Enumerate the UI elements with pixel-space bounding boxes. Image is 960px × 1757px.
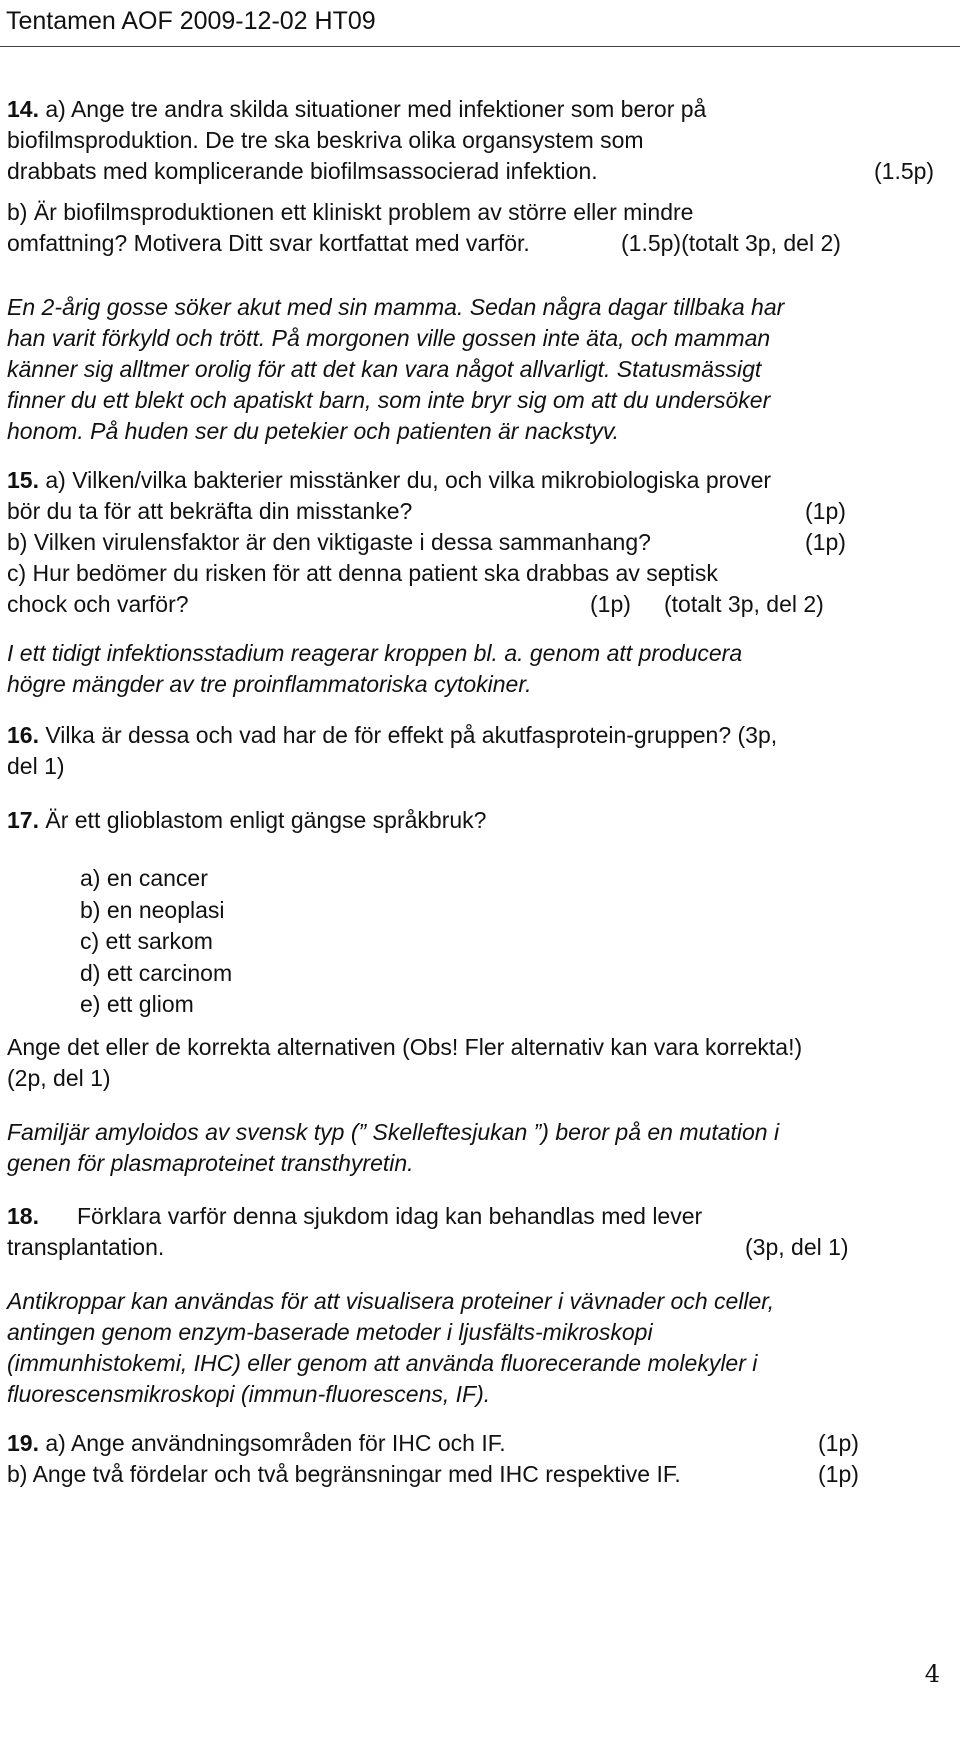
instruction-text: (2p, del 1) bbox=[7, 1065, 111, 1091]
question-number: 19. bbox=[7, 1430, 39, 1456]
total-points: (totalt 3p, del 2) bbox=[664, 591, 824, 617]
option-c: c) ett sarkom bbox=[80, 928, 213, 954]
case-line: han varit förkyld och trött. På morgonen ville gossen inte äta, och mamman bbox=[7, 325, 771, 351]
question-number: 16. bbox=[7, 722, 39, 748]
case-line: högre mängder av tre proinflammatoriska cytokiner. bbox=[7, 671, 532, 697]
question-text: Vilka är dessa och vad har de för effekt på akutfasprotein-gruppen? (3p, bbox=[38, 722, 778, 748]
answer-options bbox=[80, 863, 232, 1021]
question-text: del 1) bbox=[7, 753, 65, 779]
case-line: (immunhistokemi, IHC) eller genom att använda fluorecerande molekyler i bbox=[7, 1350, 758, 1376]
points: (1p) bbox=[590, 591, 631, 617]
case-text-1 bbox=[7, 292, 955, 447]
question-text: a) Vilken/vilka bakterier misstänker du, och vilka mikrobiologiska prover bbox=[38, 467, 772, 493]
question-17 bbox=[7, 805, 955, 836]
question-text: b) Vilken virulensfaktor är den viktigaste i dessa sammanhang? bbox=[7, 529, 651, 555]
question-text: Förklara varför denna sjukdom idag kan behandlas med lever bbox=[77, 1203, 703, 1229]
question-text: c) Hur bedömer du risken för att denna patient ska drabbas av septisk bbox=[7, 560, 718, 586]
question-text: transplantation. bbox=[7, 1234, 165, 1260]
case-line: I ett tidigt infektionsstadium reagerar kroppen bl. a. genom att producera bbox=[7, 640, 743, 666]
case-line: Antikroppar kan användas för att visualisera proteiner i vävnader och celler, bbox=[7, 1288, 775, 1314]
question-text: a) Ange tre andra skilda situationer med infektioner som beror på bbox=[38, 96, 707, 122]
points: (1p) bbox=[818, 1430, 859, 1456]
question-number: 14. bbox=[7, 96, 39, 122]
question-text: bör du ta för att bekräfta din misstanke? bbox=[7, 498, 413, 524]
case-line: honom. På huden ser du petekier och patienten är nackstyv. bbox=[7, 418, 620, 444]
case-line: Familjär amyloidos av svensk typ (” Skelleftesjukan ”) beror på en mutation i bbox=[7, 1119, 780, 1145]
points: (1.5p)(totalt 3p, del 2) bbox=[621, 230, 841, 256]
option-e: e) ett gliom bbox=[80, 991, 194, 1017]
case-line: finner du ett blekt och apatiskt barn, som inte bryr sig om att du undersöker bbox=[7, 387, 771, 413]
question-text: a) Ange användningsområden för IHC och IF. bbox=[38, 1430, 506, 1456]
question-number: 17. bbox=[7, 807, 39, 833]
page-header bbox=[0, 0, 960, 50]
case-text-2 bbox=[7, 638, 955, 700]
document-title: Tentamen AOF 2009-12-02 HT09 bbox=[6, 7, 376, 35]
question-text: drabbats med komplicerande biofilmsassocierad infektion. bbox=[7, 158, 598, 184]
question-16 bbox=[7, 720, 955, 782]
option-b: b) en neoplasi bbox=[80, 896, 225, 923]
question-text: Är ett glioblastom enligt gängse språkbruk? bbox=[38, 807, 487, 833]
header-rule bbox=[0, 46, 960, 47]
question-14 bbox=[7, 94, 955, 259]
case-line: antingen genom enzym-baserade metoder i ljusfälts-mikroskopi bbox=[7, 1319, 653, 1345]
page-number: 4 bbox=[924, 1660, 940, 1688]
case-text-3 bbox=[7, 1117, 955, 1179]
question-15 bbox=[7, 465, 955, 620]
question-number: 15. bbox=[7, 467, 39, 493]
question-number: 18. bbox=[7, 1203, 39, 1229]
question-18 bbox=[7, 1201, 955, 1263]
case-line: fluorescensmikroskopi (immun-fluorescens, IF). bbox=[7, 1381, 491, 1407]
question-text: biofilmsproduktion. De tre ska beskriva olika organsystem som bbox=[7, 127, 644, 153]
question-17-instruction bbox=[7, 1032, 955, 1094]
question-text: chock och varför? bbox=[7, 591, 189, 617]
points: (1p) bbox=[805, 529, 846, 555]
points: (3p, del 1) bbox=[745, 1234, 849, 1260]
case-line: En 2-årig gosse söker akut med sin mamma. Sedan några dagar tillbaka har bbox=[7, 294, 785, 320]
question-text: omfattning? Motivera Ditt svar kortfattat med varför. bbox=[7, 230, 530, 256]
instruction-text: Ange det eller de korrekta alternativen (Obs! Fler alternativ kan vara korrekta!) bbox=[7, 1034, 803, 1060]
case-line: genen för plasmaproteinet transthyretin. bbox=[7, 1150, 414, 1176]
points: (1p) bbox=[805, 498, 846, 524]
question-19 bbox=[7, 1428, 955, 1490]
question-text: b) Ange två fördelar och två begränsningar med IHC respektive IF. bbox=[7, 1461, 681, 1487]
case-text-4 bbox=[7, 1286, 955, 1410]
option-a: a) en cancer bbox=[80, 865, 208, 891]
question-text: b) Är biofilmsproduktionen ett kliniskt problem av större eller mindre bbox=[7, 199, 694, 225]
case-line: känner sig alltmer orolig för att det kan vara något allvarligt. Statusmässigt bbox=[7, 356, 762, 382]
points: (1p) bbox=[818, 1461, 859, 1487]
points: (1.5p) bbox=[874, 158, 935, 184]
option-d: d) ett carcinom bbox=[80, 959, 233, 986]
